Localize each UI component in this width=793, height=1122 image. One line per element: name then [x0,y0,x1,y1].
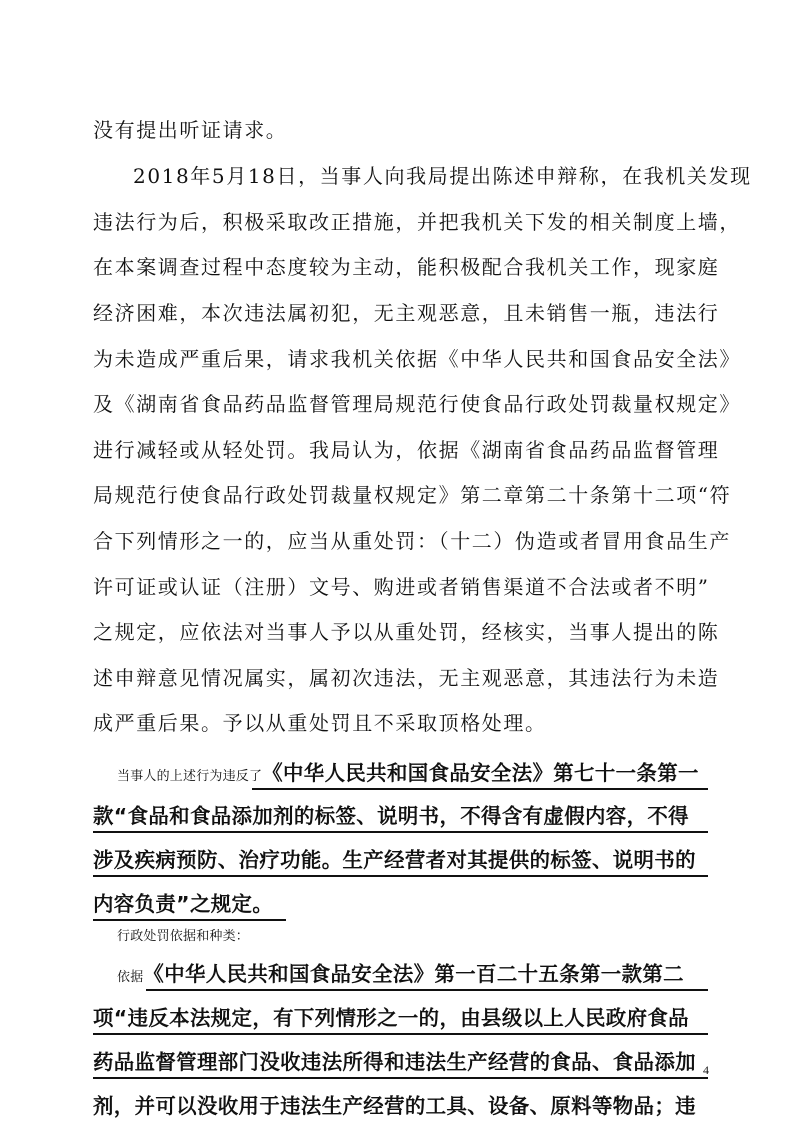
page-number: 4 [703,1063,709,1077]
text-line: 药品监督管理部门没收违法所得和违法生产经营的食品、食品添加 [93,1050,696,1074]
text-line: 经济困难，本次违法属初犯，无主观恶意，且未销售一瓶，违法行 [93,301,720,325]
text-line: 没有提出听证请求。 [93,118,288,142]
text-line: 局规范行使食品行政处罚裁量权规定》第二章第二十条第十二项“符 [93,483,732,507]
text-line: 剂，并可以没收用于违法生产经营的工具、设备、原料等物品；违 [93,1094,696,1118]
underline [93,1033,708,1035]
section-heading: 行政处罚依据和种类： [117,929,250,944]
violation-first-line [0,759,793,787]
underline [93,831,708,833]
text-line: 之规定，应依法对当事人予以从重处罚，经核实，当事人提出的陈 [93,620,720,644]
text-line: 为未造成严重后果，请求我机关依据《中华人民共和国食品安全法》 [93,347,741,371]
text-line: 及《湖南省食品药品监督管理局规范行使食品行政处罚裁量权规定》 [93,392,741,416]
text-line: 内容负责”之规定。 [93,892,274,916]
text-line: 在本案调查过程中态度较为主动，能积极配合我机关工作，现家庭 [93,255,720,279]
underline [252,788,708,790]
text-line: 涉及疾病预防、治疗功能。生产经营者对其提供的标签、说明书的 [93,848,696,872]
underline [146,989,708,991]
text-line: 项“违反本法规定，有下列情形之一的，由县级以上人民政府食品 [93,1006,689,1030]
text-line: 述申辩意见情况属实，属初次违法，无主观恶意，其违法行为未造 [93,666,720,690]
underline [93,919,286,921]
text-line: 违法行为后，积极采取改正措施，并把我机关下发的相关制度上墙， [93,210,741,234]
penalty-first-line [0,960,793,988]
text-line: 合下列情形之一的，应当从重处罚：（十二）伪造或者冒用食品生产 [93,529,731,553]
text-line: 进行减轻或从轻处罚。我局认为，依据《湖南省食品药品监督管理 [93,438,720,462]
penalty-lead: 依据 [117,970,144,985]
underline [93,1077,708,1079]
underline [93,875,708,877]
violation-citation: 《中华人民共和国食品安全法》第七十一条第一 [262,761,699,785]
violation-lead: 当事人的上述行为违反了 [117,769,263,784]
text-line: 成严重后果。予以从重处罚且不采取顶格处理。 [93,711,547,735]
penalty-citation: 《中华人民共和国食品安全法》第一百二十五条第一款第二 [143,962,684,986]
text-line: 2018年5月18日，当事人向我局提出陈述申辩称，在我机关发现 [133,164,752,188]
text-line: 款“食品和食品添加剂的标签、说明书，不得含有虚假内容，不得 [93,804,689,828]
text-line: 许可证或认证（注册）文号、购进或者销售渠道不合法或者不明” [93,575,710,599]
